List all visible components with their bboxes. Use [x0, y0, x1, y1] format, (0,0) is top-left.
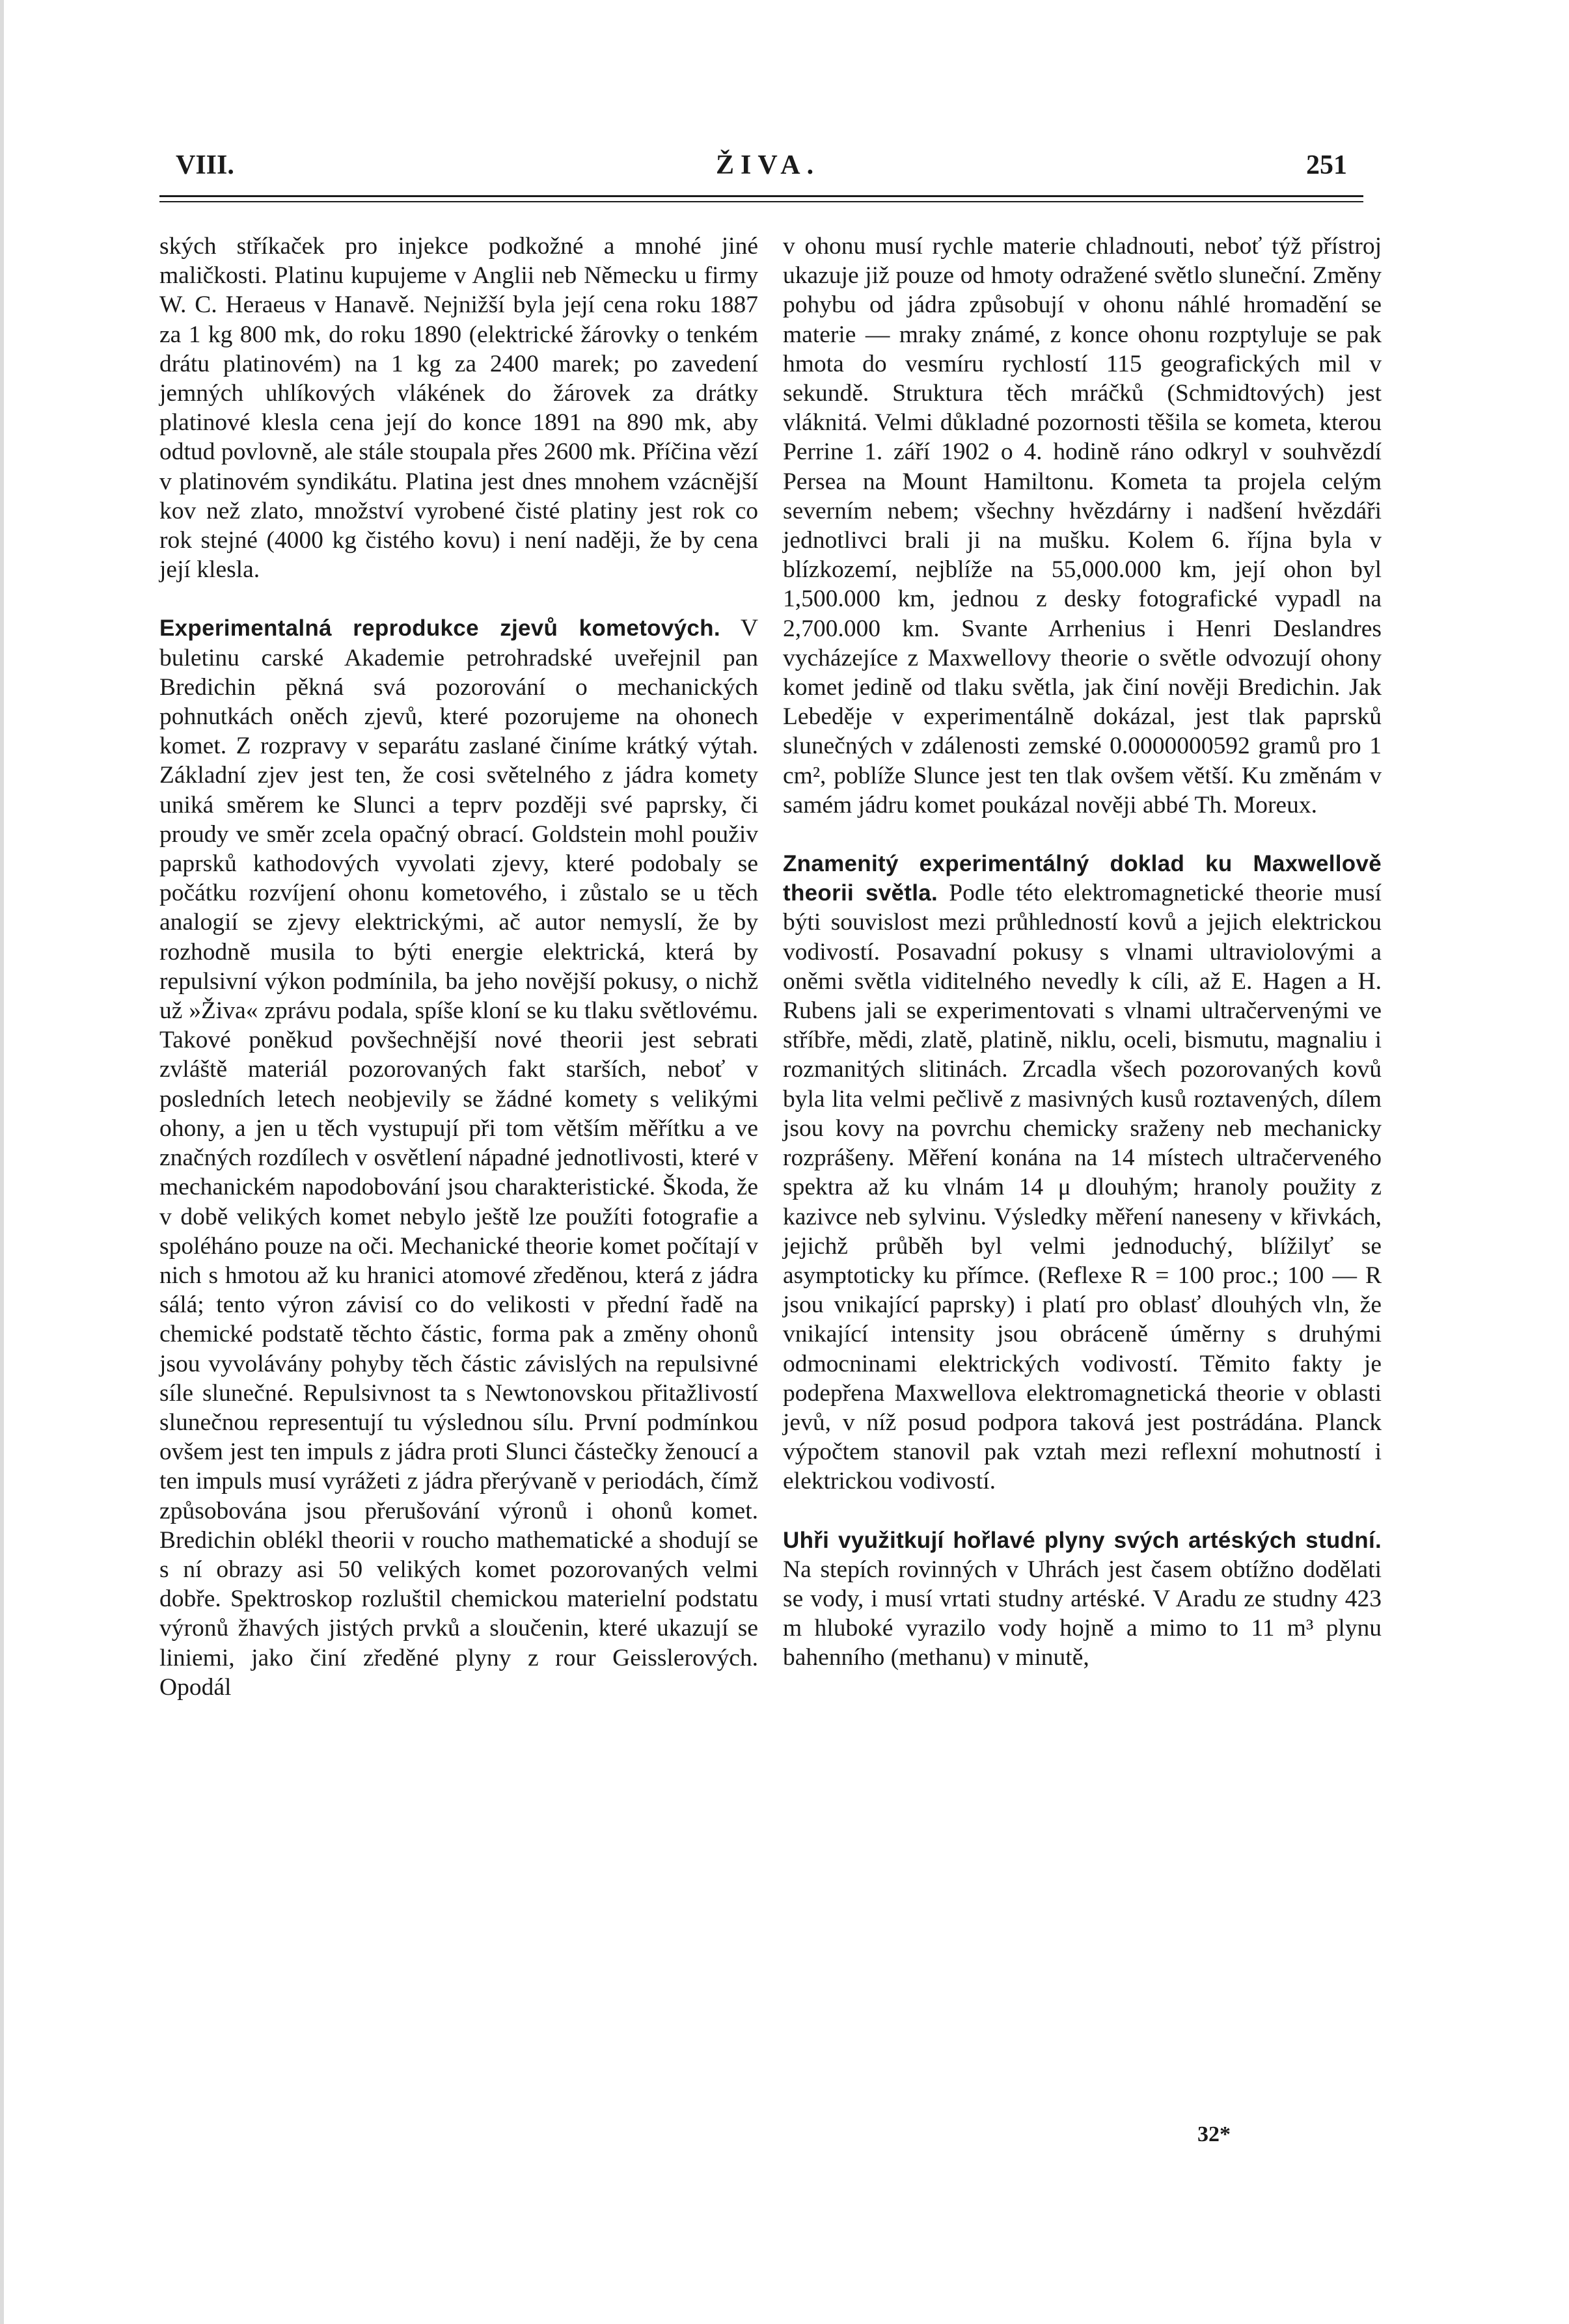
- paragraph-artesian-wells: Na stepích rovinných v Uhrách jest časem obtížno dodělati se vody, i musí vrtati studny artéské. V Aradu ze studny 423 m hluboké vyrazilo vody hojně a mimo to 11 m³ plynu bahenního (methanu) v minutě,: [783, 1556, 1382, 1671]
- running-header: [176, 150, 1347, 195]
- article-comets: [159, 614, 758, 1702]
- paragraph-comet-reproduction: V buletinu carské Akademie petrohradské uveřejnil pan Bredichin pěkná svá pozorování o mechanických pohnutkách oněch zjevů, které pozorujeme na ohonech komet. Z rozpravy v separátu zaslané činíme krátký výtah. Základní zjev jest ten, že cosi světelného z jádra komety uniká směrem ke Slunci a teprv později své paprsky, či proudy ve směr zcela opačný obrací. Goldstein mohl použiv paprsků kathodových vyvolati zjevy, které podobaly se počátku rozvíjení ohonu kometového, i zůstalo se u těch analogií se zjevy elektrickými, ač autor nemyslí, že by rozhodně musila to býti energie elektrická, která by repulsivní výkon podmínila, ba jeho novější pokusy, o nichž už »Živa« zprávu podala, spíše kloní se ku tlaku světlovému. Takové poněkud povšechnější nové theorii jest sebrati zvláště materiál pozorovaných fakt starších, neboť v posledních letech neobjevily se žádné komety s velikými ohony, a jen u těch vystupují při tom větším měřítku a ve značných rozdílech v osvětlení nápadné jednotlivosti, které v mechanickém napodobování jsou charakteristické. Škoda, že v době velikých komet nebylo ještě lze použíti fotografie a spoléháno pouze na oči. Mechanické theorie komet počítají v nich s hmotou až ku hranici atomové zředěnou, která z jádra sálá; tento výron závisí co do velikosti v přední řadě na chemické podstatě těchto částic, forma pak a změny ohonů jsou vyvolávány pohyby těch částic závislých na repulsivné síle slunečné. Repulsivnost ta s Newtonovskou přitažlivostí slunečnou representují tu výslednou sílu. První podmínkou ovšem jest ten impuls z jádra proti Slunci částečky ženoucí a ten impuls musí vyrážeti z jádra přerývaně v periodách, čímž způsobována jsou přerušování výronů i ohonů komet. Bredichin oblékl theorii v roucho mathematické a shodují se s ní obrazy asi 50 velikých komet pozorovaných velmi dobře. Spektroskop rozluštil chemickou materielní podstatu výronů žhavých jistých prvků a sloučenin, které ukazují se liniemi, jako činí zředěné plyny z rour Geisslerových. Opodál: [159, 615, 758, 1701]
- header-rule-top: [159, 195, 1363, 197]
- article-maxwell: [783, 849, 1382, 1496]
- heading-maxwell-theory: Znamenitý experimentálný doklad ku Maxwellově theorii světla.: [783, 851, 1382, 906]
- paragraph-platinum: ských stříkaček pro injekce podkožné a mnohé jiné maličkosti. Platinu kupujeme v Anglii neb Německu u firmy W. C. Heraeus v Hanavě. Nejnižší byla její cena roku 1887 za 1 kg 800 mk, do roku 1890 (elektrické žárovky o tenkém drátu platinovém) na 1 kg za 2400 marek; po zavedení jemných uhlíkových vlákének do žárovek za drátky platinové klesla cena její do konce 1891 na 890 mk, aby odtud povlovně, ale stále stoupala přes 2600 mk. Příčina vězí v platinovém syndikátu. Platina jest dnes mnohem vzácnější kov než zlato, množství vyrobené čisté platiny jest rok co rok stejné (4000 kg čistého kovu) i není naději, že by cena její klesla.: [159, 233, 758, 584]
- heading-comet-reproduction: Experimentalná reprodukce zjevů kometových.: [159, 615, 720, 642]
- journal-title: ŽIVA.: [716, 150, 821, 180]
- volume-number: VIII.: [176, 150, 234, 180]
- paragraph-maxwell-theory: Podle této elektromagnetické theorie musí býti souvislost mezi průhledností kovů a jejich elektrickou vodivostí. Posavadní pokusy s vlnami ultraviolovými a oněmi světla viditelného nevedly k cíli, až E. Hagen a H. Rubens jali se experimentovati s vlnami ultračervenými ve stříbře, mědi, zlatě, platině, niklu, oceli, bismutu, magnaliu i rozmanitých slitinách. Zrcadla všech pozorovaných kovů byla lita velmi pečlivě z masivných kusů roztavených, dílem jsou kovy na povrchu chemicky sraženy neb mechanicky rozprášeny. Měření konána na 14 místech ultračerveného spektra až ku vlnám 14 μ dlouhým; hranoly použity z kazivce neb sylvinu. Výsledky měření naneseny v křivkách, jejichž průběh byl velmi jednoduchý, blížilyť se asymptoticky ku přímce. (Reflexe R = 100 proc.; 100 — R jsou vnikající paprsky) i platí pro oblasť dlouhých vln, že vnikající intensity jsou obráceně úměrny s druhými odmocninami elektrických vodivostí. Těmito fakty je podepřena Maxwellova elektromagnetická theorie v oblasti jevů, v níž posud podpora taková jest postrádána. Planck výpočtem stanovil pak vztah mezi reflexní mohutností i elektrickou vodivostí.: [783, 880, 1382, 1495]
- left-column: [159, 232, 758, 1702]
- heading-artesian-wells: Uhři využitkují hořlavé plyny svých artéských studní.: [783, 1527, 1382, 1553]
- printer-signature-mark: 32*: [1197, 2122, 1231, 2146]
- page-number: 251: [1306, 150, 1347, 180]
- right-column: [783, 232, 1382, 1673]
- header-rule-bottom: [159, 201, 1363, 202]
- scan-edge-shadow: [0, 0, 4, 2324]
- paragraph-comet-tail: v ohonu musí rychle materie chladnouti, neboť týž přístroj ukazuje již pouze od hmoty odražené světlo sluneční. Změny pohybu od jádra způsobují v ohonu náhlé hromadění se materie — mraky známé, z konce ohonu rozptyluje se pak hmota do vesmíru rychlostí 115 geografických mil v sekundě. Struktura těch mráčků (Schmidtových) jest vláknitá. Velmi důkladné pozornosti těšila se kometa, kterou Perrine 1. září 1902 o 4. hodině ráno odkryl v souhvězdí Persea na Mount Hamiltonu. Kometa ta projela celým severním nebem; všechny hvězdárny i nadšení hvězdáři jednotlivci brali ji na mušku. Kolem 6. října byla v blízkozemí, nejblíže na 55,000.000 km, její ohon byl 1,500.000 km, jednou z desky fotografické vypadl na 2,700.000 km. Svante Arrhenius i Henri Deslandres vycházejíce z Maxwellovy theorie o světle odvozují ohony komet jedině od tlaku světla, jak činí nověji Bredichin. Jak Lebeděje v experimentálně dokázal, jest tlak paprsků slunečných v zdálenosti zemské 0.0000000592 gramů pro 1 cm², poblíže Slunce jest ten tlak ovšem větší. Ku změnám v samém jádru komet poukázal nověji abbé Th. Moreux.: [783, 233, 1382, 818]
- article-artesian-wells: [783, 1526, 1382, 1673]
